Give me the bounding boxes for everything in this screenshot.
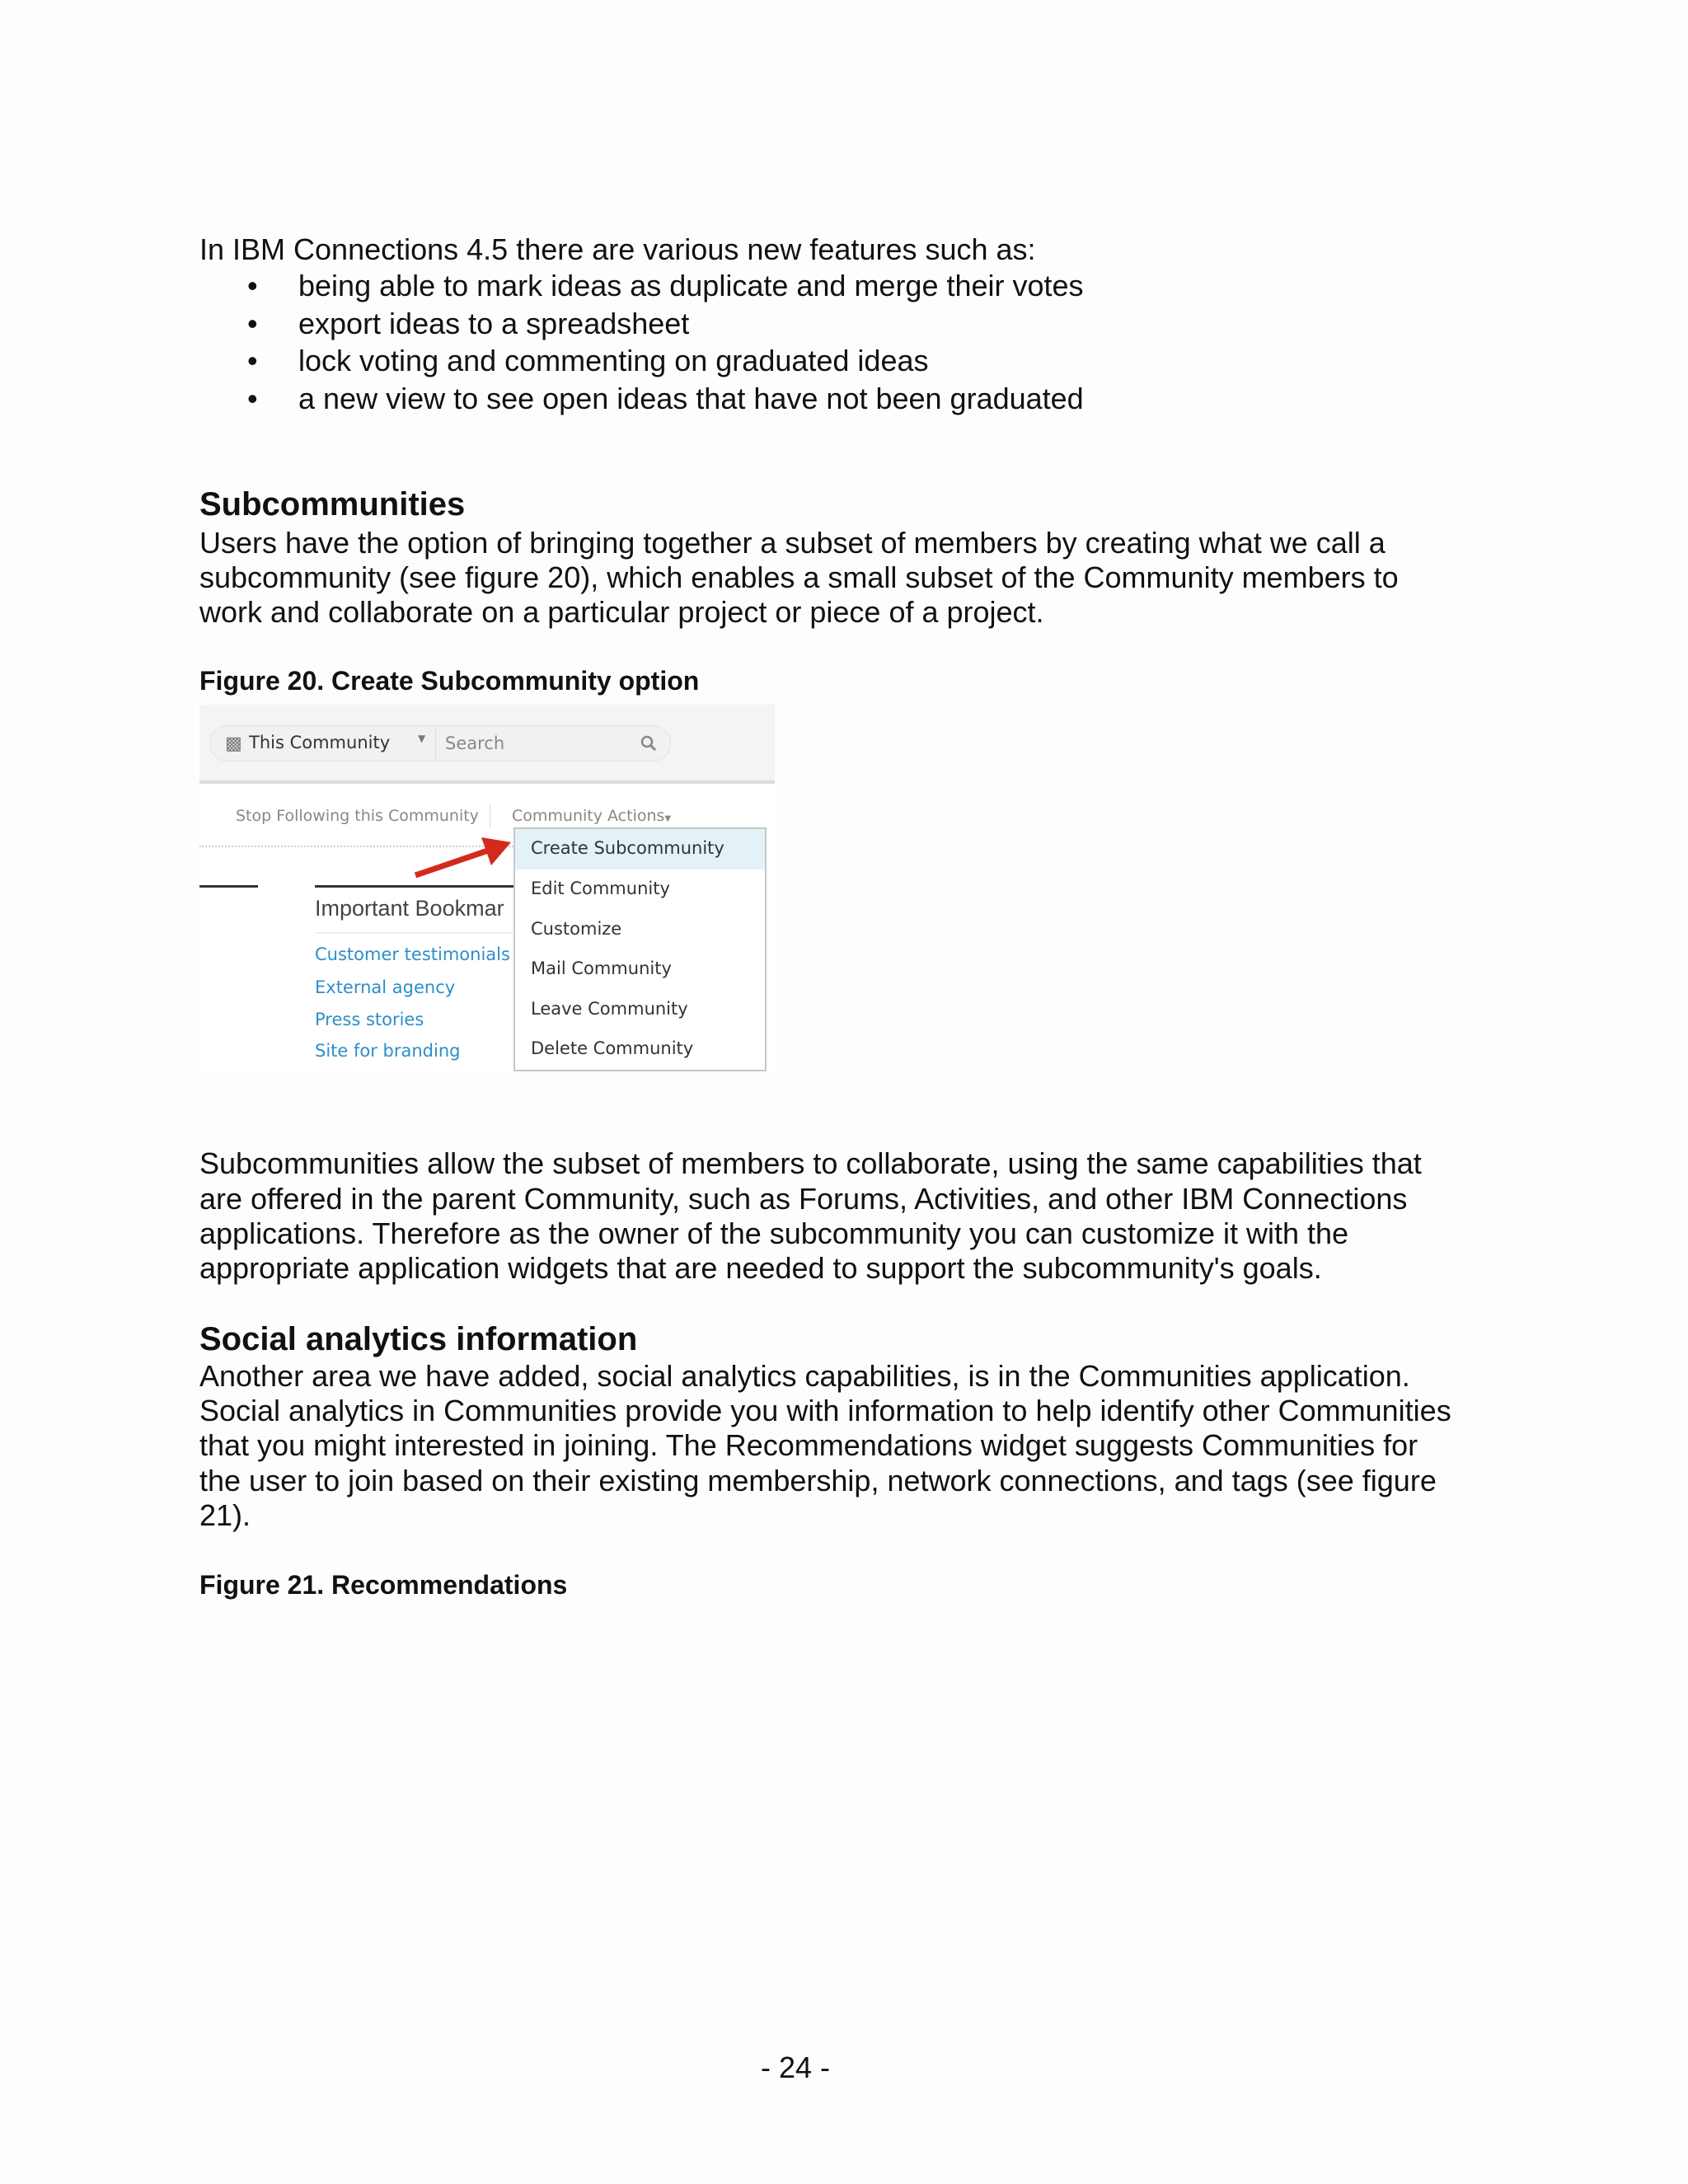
bullet-icon: •	[247, 344, 258, 377]
menu-item-edit-community[interactable]: Edit Community	[531, 879, 670, 898]
paragraph-line: are offered in the parent Community, such as Forums, Activities, and other IBM Connections	[199, 1182, 1408, 1216]
paragraph-line: subcommunity (see figure 20), which enables a small subset of the Community members to	[199, 560, 1399, 594]
search-pill	[209, 725, 671, 762]
divider	[435, 726, 436, 761]
figure-21-caption: Figure 21. Recommendations	[199, 1570, 568, 1600]
community-actions-dropdown	[513, 827, 767, 1071]
search-input[interactable]: Search	[445, 733, 505, 753]
bookmark-link[interactable]: Press stories	[315, 1010, 424, 1029]
bookmark-link[interactable]: External agency	[315, 977, 456, 997]
menu-item-delete-community[interactable]: Delete Community	[531, 1038, 694, 1058]
bullet-icon: •	[247, 382, 258, 415]
community-icon: ▩	[225, 733, 242, 754]
paragraph-line: the user to join based on their existing membership, network connections, and tags (see figure	[199, 1464, 1437, 1497]
intro-text: In IBM Connections 4.5 there are various new features such as:	[199, 232, 1036, 266]
paragraph-line: Social analytics in Communities provide you with information to help identify other Communities	[199, 1394, 1451, 1427]
search-icon[interactable]	[640, 735, 657, 752]
menu-item-leave-community[interactable]: Leave Community	[531, 999, 688, 1019]
stop-following-link[interactable]: Stop Following this Community	[236, 807, 479, 825]
red-arrow-icon	[406, 832, 521, 890]
chevron-down-icon[interactable]: ▼	[418, 733, 426, 744]
chevron-down-icon: ▼	[664, 814, 672, 823]
bullet-icon: •	[247, 269, 258, 302]
paragraph-line: 21).	[199, 1498, 251, 1532]
search-bar-area	[199, 705, 775, 784]
rule	[315, 932, 513, 934]
bullet-icon: •	[247, 307, 258, 340]
figure-20-caption: Figure 20. Create Subcommunity option	[199, 666, 700, 696]
paragraph-line: appropriate application widgets that are needed to support the subcommunity's goals.	[199, 1251, 1322, 1285]
section-heading-social-analytics: Social analytics information	[199, 1321, 638, 1357]
scope-selector[interactable]: This Community	[249, 733, 391, 752]
community-actions-menu[interactable]: Community Actions▼	[512, 807, 672, 825]
figure-20-screenshot	[199, 705, 775, 1074]
paragraph-line: that you might interested in joining. The Recommendations widget suggests Communities for	[199, 1428, 1418, 1462]
bookmark-link[interactable]: Site for branding	[315, 1041, 461, 1061]
section-heading-subcommunities: Subcommunities	[199, 486, 466, 523]
paragraph-line: applications. Therefore as the owner of the subcommunity you can customize it with the	[199, 1216, 1349, 1250]
paragraph-line: Another area we have added, social analytics capabilities, is in the Communities application.	[199, 1359, 1410, 1393]
paragraph-line: Users have the option of bringing together a subset of members by creating what we call a	[199, 526, 1386, 560]
paragraph-line: Subcommunities allow the subset of members to collaborate, using the same capabilities that	[199, 1146, 1422, 1180]
menu-item-mail-community[interactable]: Mail Community	[531, 958, 672, 978]
bookmarks-heading: Important Bookmar	[315, 896, 504, 921]
menu-item-create-subcommunity[interactable]: Create Subcommunity	[515, 829, 765, 869]
rule	[199, 885, 258, 888]
paragraph-line: work and collaborate on a particular project or piece of a project.	[199, 595, 1044, 629]
page-number: - 24 -	[760, 2050, 831, 2084]
bookmark-link[interactable]: Customer testimonials	[315, 944, 510, 964]
menu-item-customize[interactable]: Customize	[531, 919, 622, 939]
